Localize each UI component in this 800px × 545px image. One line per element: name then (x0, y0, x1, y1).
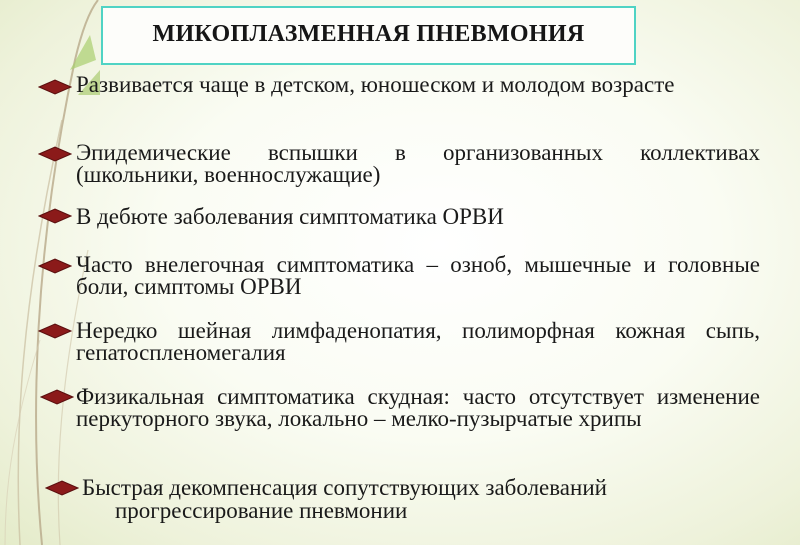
slide-title: МИКОПЛАЗМЕННАЯ ПНЕВМОНИЯ (152, 21, 585, 47)
list-item-text: Развивается чаще в детском, юношеском и молодом возрасте (76, 72, 675, 97)
list-item-text: Физикальная симптоматика скудная: часто отсутствует изменение перкуторного звука, локально – мелко-пузырчатые хрипы (76, 384, 760, 431)
list-item-text: Эпидемические вспышки в организованных коллективах (школьники, военнослужащие) (76, 140, 760, 187)
list-item-text: Быстрая декомпенсация сопутствующих заболеваний (82, 475, 607, 500)
list-item-continuation: прогрессирование пневмонии (115, 498, 408, 523)
bullet-diamond-icon (38, 258, 72, 274)
list-item-text: Нередко шейная лимфаденопатия, полиморфная кожная сыпь, гепатоспленомегалия (76, 318, 760, 365)
list-item-text: Часто внелегочная симптоматика – озноб, мышечные и головные боли, симптомы ОРВИ (76, 252, 760, 299)
list-item-text: В дебюте заболевания симптоматика ОРВИ (76, 204, 504, 229)
title-box (101, 6, 636, 65)
bullet-diamond-icon (38, 79, 72, 95)
bullet-diamond-icon (38, 146, 72, 162)
bullet-diamond-icon (45, 480, 79, 496)
bullet-diamond-icon (40, 389, 74, 405)
bullet-diamond-icon (38, 323, 72, 339)
bullet-diamond-icon (38, 208, 72, 224)
